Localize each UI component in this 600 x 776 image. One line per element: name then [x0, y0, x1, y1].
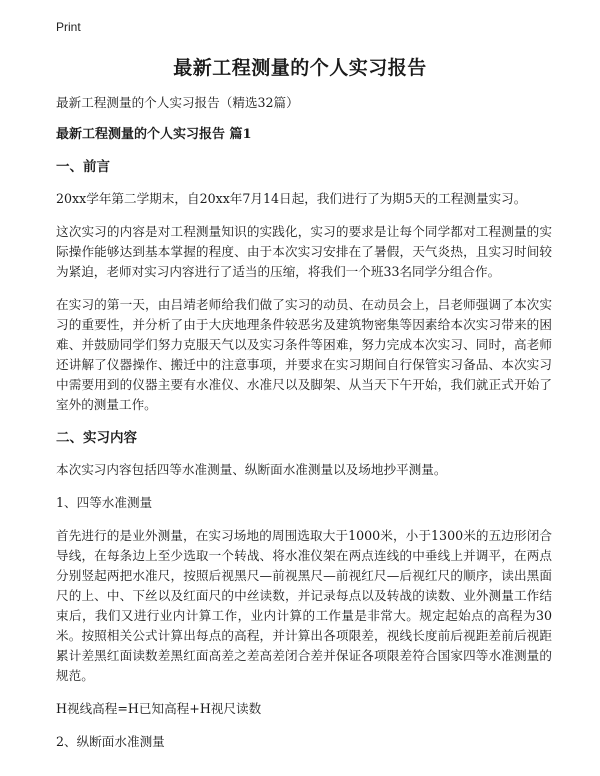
- document-body: [56, 93, 552, 765]
- document-subtitle: 最新工程测量的个人实习报告（精选32篇）: [56, 95, 299, 110]
- print-link[interactable]: Print: [56, 20, 81, 34]
- paragraph: 这次实习的内容是对工程测量知识的实践化，实习的要求是让每个同学都对工程测量的实际操作能够达到基本掌握的程度、由于本次实习安排在了暑假，天气炎热，且实习时间较为紧迫，老师对实习内容进行了适当的压缩，将我们一个班33名同学分组合作。: [56, 224, 552, 279]
- paragraph: 首先进行的是业外测量，在实习场地的周围选取大于1000米，小于1300米的五边形闭合导线，在每条边上至少选取一个转战、将水准仪架在两点连线的中垂线上并调平，在两点分别竖起两把水准尺，按照后视黑尺—前视黑尺—前视红尺—后视红尺的顺序，读出黑面尺的上、中、下丝以及红面尺的中丝读数，并记录每点以及转战的读数、业外测量工作结束后，我们又进行业内计算工作，业内计算的工作量是非常大。规定起始点的高程为30米。按照相关公式计算出每点的高程，并计算出各项限差，视线长度前后视距差前后视距累计差黑红面读数差黑红面高差之差高差闭合差并保证各项限差符合国家四等水准测量的规范。: [56, 528, 552, 683]
- section-heading-content: 二、实习内容: [56, 430, 137, 446]
- paragraph: 在实习的第一天，由吕靖老师给我们做了实习的动员、在动员会上，吕老师强调了本次实习的重要性，并分析了由于大庆地理条件较恶劣及建筑物密集等因素给本次实习带来的困难、并鼓励同学们努力克服天气以及实习条件等困难，努力完成本次实习、同时，高老师还讲解了仪器操作、搬迁中的注意事项，并要求在实习期间自行保管实习备品、本次实习中需要用到的仪器主要有水准仪、水准尺以及脚架、从当天下午开始，我们就正式开始了室外的测量工作。: [56, 297, 552, 412]
- section-heading-preface: 一、前言: [56, 159, 110, 175]
- document-title: 最新工程测量的个人实习报告: [173, 57, 427, 79]
- subsection-heading: 2、纵断面水准测量: [56, 734, 165, 749]
- subsection-heading: 1、四等水准测量: [56, 495, 153, 510]
- article-heading: 最新工程测量的个人实习报告 篇1: [56, 127, 252, 142]
- formula: H视线高程=H已知高程+H视尺读数: [56, 701, 262, 716]
- paragraph: 本次实习内容包括四等水准测量、纵断面水准测量以及场地抄平测量。: [56, 462, 447, 477]
- paragraph: 20xx学年第二学期末，自20xx年7月14日起，我们进行了为期5天的工程测量实习。: [56, 191, 527, 206]
